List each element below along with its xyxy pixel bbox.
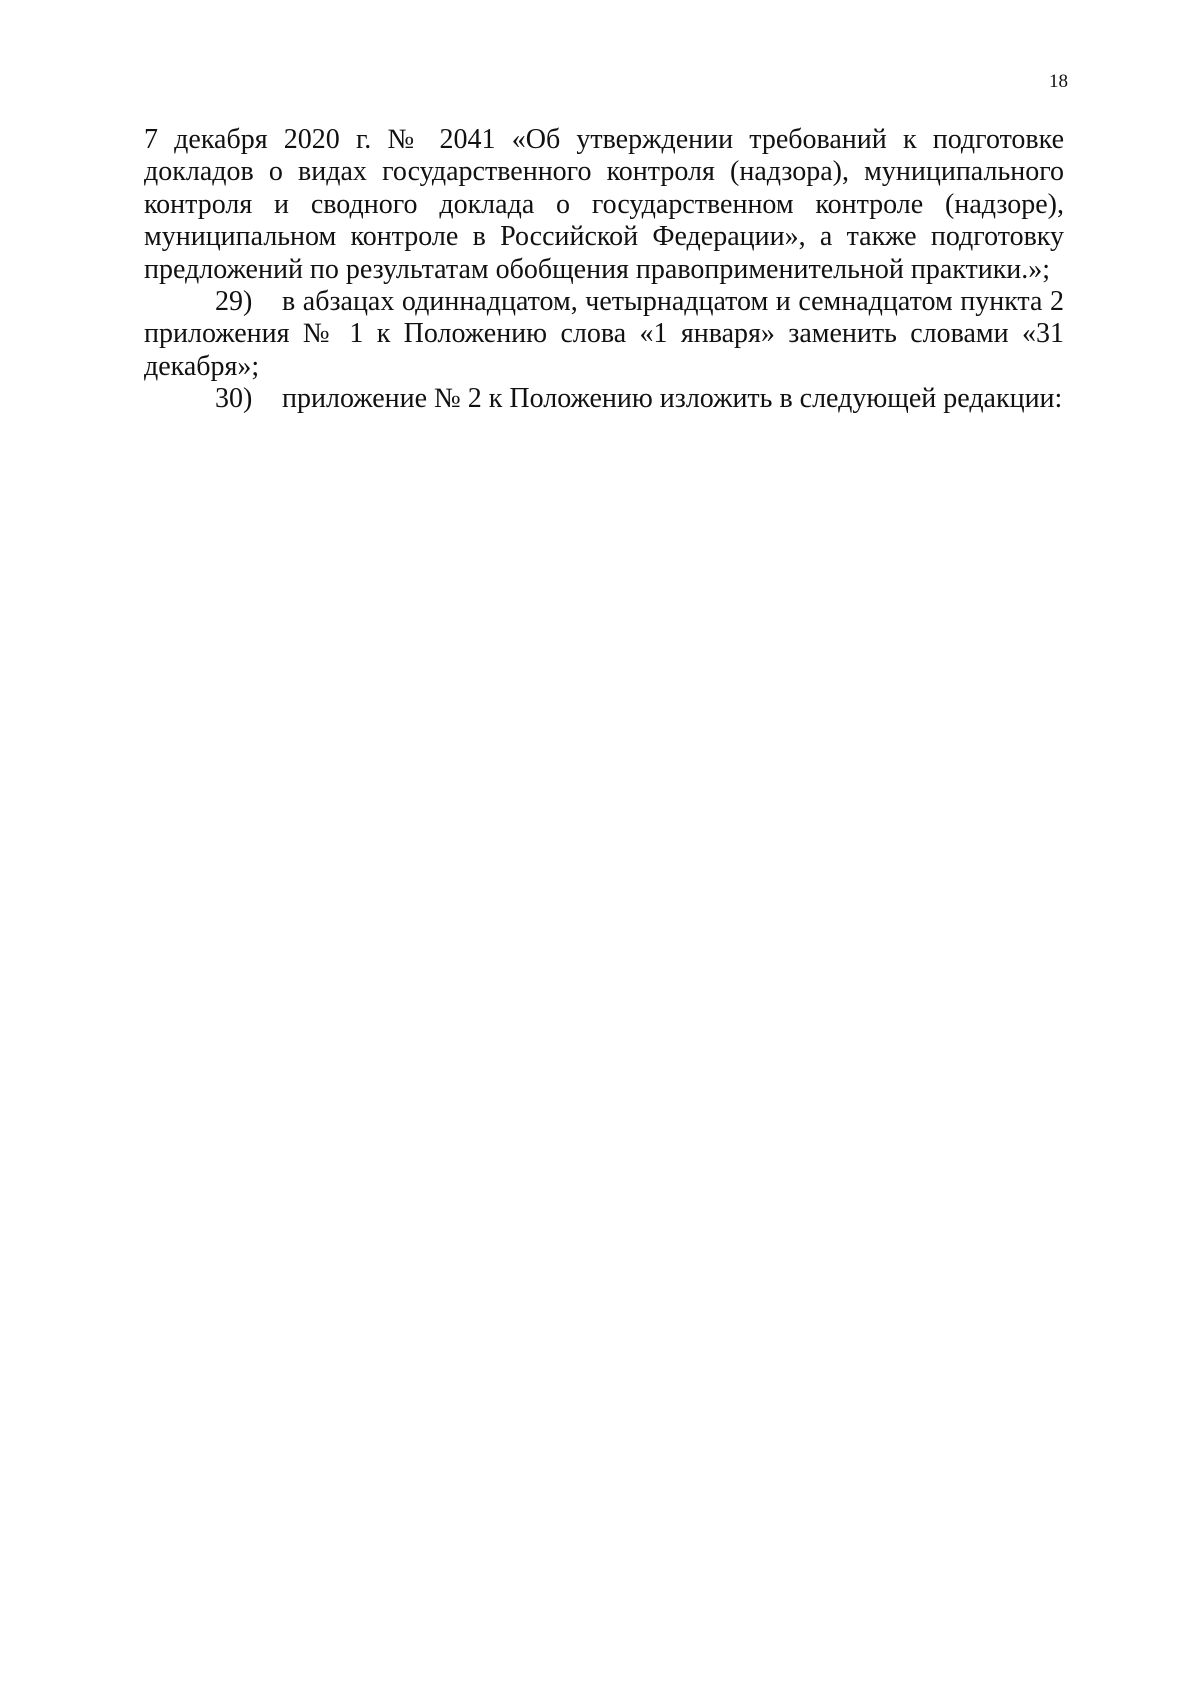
paragraph-item-30 bbox=[144, 383, 1064, 415]
item-number: 29) bbox=[215, 286, 253, 318]
page-number: 18 bbox=[1049, 71, 1068, 92]
item-number: 30) bbox=[215, 383, 253, 415]
paragraph-text: в абзацах одиннадцатом, четырнадцатом и семнадцатом пункта 2 приложения № 1 к Положению слова «1 января» заменить словами «31 декабря»; bbox=[144, 286, 1064, 382]
document-body bbox=[144, 124, 1064, 416]
paragraph-item-29 bbox=[144, 286, 1064, 383]
paragraph-text: 7 декабря 2020 г. № 2041 «Об утверждении требований к подготовке докладов о видах государственного контроля (надзора), муниципального контроля и сводного доклада о государственном контроле (надзоре), муниципальном контроле в Российской Федерации», а также подготовку предложений по результатам обобщения правоприменительной практики.»; bbox=[144, 124, 1064, 285]
paragraph-continuation bbox=[144, 124, 1064, 286]
paragraph-text: приложение № 2 к Положению изложить в следующей редакции: bbox=[282, 383, 1063, 415]
